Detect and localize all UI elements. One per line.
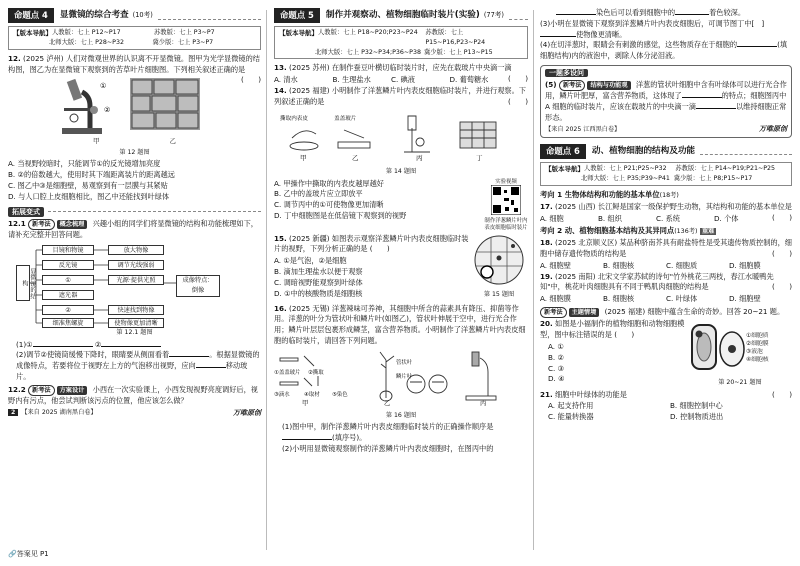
version-line: 冀少版：七上 P13~P15 [423,48,493,56]
q16-subs [274,422,528,454]
answer-paren: ( ) [772,249,792,259]
option-d[interactable]: D. ④ [548,374,565,384]
option-a[interactable]: A. 细胞 [540,213,564,223]
sub-question: 以维持细胞正常形态。 [545,101,787,122]
answer-blank[interactable] [540,36,576,37]
question-16 [274,304,528,347]
figure-caption: 第 12.1 题图 [116,329,153,337]
qr-title: 实验视频 [495,178,517,185]
direction-count: (136考) [674,228,698,236]
continued-text: 染色后可以看到细胞中的 [596,8,676,17]
version-line: 冀少版：七上 P3~P7 [152,39,214,47]
figure-labels [8,137,261,147]
label-yi: 乙 [169,137,176,146]
question-stem: (2025 北京顺义区) 某品种脐南芥具有耐盐特性是受其遗传物质控制的，细胞中储存遗传物质的结构是 [540,238,792,259]
version-line: 北师大版：七上 P32~P34;P36~P38 [315,48,421,56]
answer-paren: ( ) [369,244,390,254]
question-15 [274,234,528,302]
figure-20-wrap [688,319,792,389]
map-node: 使物像更加清晰 [108,318,164,328]
option-a[interactable]: A. 细胞膜 [540,294,571,304]
sub-question: 移动玻片。 [16,361,248,381]
question-number: 12.1 [8,219,26,229]
option-d[interactable]: D. 葡萄糖水 [449,75,489,85]
answer-blank[interactable] [33,346,93,347]
section-header-6 [540,144,792,159]
map-node: 反光镜 [42,260,94,270]
question-stem: (2025 福建) 小明制作了洋葱鳞片叶内表皮细胞临时装片，并进行观察。下列叙述正确的是 [274,85,526,106]
q12-1-subs: (1)① ② (2)调节②使镜筒缓慢下降时，眼睛要从侧面看着 。根据显微镜的成像特点，若要将位于视野左上方的气泡移出视野，应向 移动玻片。 [16,339,260,381]
new-method-tag: 新考法 [28,385,55,396]
label-step1: ①盖盖玻片 [274,369,301,376]
option-a[interactable]: A. 起支持作用 [548,401,594,411]
map-node: 调节光线强弱 [108,260,164,270]
answer-blank[interactable] [675,14,709,15]
direction-2 [540,226,792,237]
qr-code-icon[interactable] [491,185,521,215]
topic-tag: 结构与功能观 [587,81,630,90]
map-node: 光源·提供光照 [108,275,164,285]
label-yi: 乙 [352,154,359,163]
label-jia: 甲 [93,137,100,146]
question-number: 17. [540,201,553,211]
new-method-tag: 新考法 [540,307,567,318]
sub-question: (1)① [16,339,33,349]
map-node: 放大物像 [108,245,164,255]
sub-question: (3)小明在显微镜下观察到洋葱鳞片叶内表皮细胞后，可调节图丁中[ ] [540,18,765,28]
direction-title: 生物体结构和功能的基本单位 [564,189,660,199]
version-label: 【版本导航】 [279,29,318,37]
context-text: (2025 福建) 细胞中蕴含生命的奇妙。回答 20~21 题。 [604,307,785,317]
legend-item: ①细胞质 [746,333,769,340]
label-step2: ②撕取 [308,369,324,376]
version-line: 苏教版：七上 P14~P19;P21~P25 [675,164,776,172]
sub-question: (2)小明用显微镜观察制作的洋葱鳞片叶内表皮细胞时，在图丙中的 [282,443,494,453]
map-node: 细准焦螺旋 [42,318,94,328]
answer-paren: ( ) [772,282,792,292]
direction-title: 动、植物细胞基本结构及其异同点 [564,226,675,236]
answer-blank[interactable] [196,367,226,368]
answer-reference-text: 答案见 P1 [16,550,49,558]
label-t2: 盖盖玻片 [334,116,357,123]
question-stem: (2025 无锡) 洋葱辣味可养神，其细胞中所含的蒜素具有降压、抑菌等作用。洋葱的叶分为管状叶和鳞片叶(如图乙)，管状叶伸展于空中，进行光合作用；鳞片叶层层包裹形成鳞茎，富含营养物质。小明制作了洋葱鳞片叶内表皮细胞的临时装片，请回答下列问题。 [274,303,526,346]
q14-body [274,179,528,232]
map-node: 遮光器 [42,290,94,300]
option-c[interactable]: C. 叶绿体 [666,294,698,304]
legend-item: ③液泡 [746,349,763,356]
label-yi: 乙 [384,399,391,406]
question-number: 15. [274,233,287,243]
map-node: 目镜和物镜 [42,245,94,255]
source-text: 【来自 2025 江西黑白卷】 [545,126,621,134]
multi-question-box [540,65,792,138]
question-number: 12.2 [8,384,26,394]
label-ding: 丁 [476,154,483,163]
answer-paren: ( ) [772,212,792,222]
question-stem: (2025 泸州) 人们对微观世界的认识离不开显微镜。图甲为光学显微镜的结构图，图乙为在显微镜下观察到的苦草叶片细胞图。下列相关叙述正确的是 [8,53,260,74]
version-line: 北师大版：七上 P35;P39~P41 [581,175,670,183]
answer-blank[interactable] [101,346,161,347]
answer-paren: ( ) [508,96,528,106]
sub-question: (1)图中甲，制作洋葱鳞片叶内表皮细胞临时装片的正确操作顺序是 [282,421,494,431]
version-nav [540,162,792,186]
label-bing: 丙 [416,154,423,163]
option-d[interactable]: D. 控制物质进出 [670,412,724,422]
option-b[interactable]: B. ② [548,352,564,362]
question-21 [540,390,792,401]
option-b[interactable]: B. 乙中的盖玻片应立即放平 [274,189,363,199]
option-a[interactable]: A. 甲操作中撕取的内表皮越厚越好 [274,178,384,188]
label-t1: 撕取内表皮 [280,116,308,123]
figure-12 [8,78,241,136]
option-d[interactable]: D. 与人口腔上皮细胞相比，图乙中还能找到叶绿体 [8,191,170,201]
map-root-label: 显微镜的结构 [21,267,36,299]
topic-tag: 概念梳理 [57,220,88,229]
options-17 [540,214,772,225]
option-a[interactable]: A. 清水 [274,75,298,85]
option-b[interactable]: B. 细胞控制中心 [670,401,723,411]
new-method-tag: 新考法 [28,219,55,230]
topic-tag: 主题情境 [569,308,600,317]
option-d[interactable]: D. 细胞膜 [729,260,761,270]
cell-model-illustration [688,319,746,377]
question-number: 13. [274,63,287,73]
topic-tag: 方案设计 [57,386,88,395]
answer-blank[interactable] [682,97,722,98]
answer-blank[interactable] [282,439,332,440]
version-label: 【版本导航】 [13,29,52,37]
label-1: ① [99,82,106,91]
direction-label: 考向 1 [540,189,563,199]
version-line: 冀少版：七上 P8;P15~P17 [673,175,753,183]
options-19 [540,294,792,305]
brand-logo: 万唯原创 [759,125,787,134]
qr-block[interactable] [484,179,528,232]
figure-caption: 第 15 题图 [483,291,515,299]
question-number: 21. [540,389,553,399]
source-text: 【来自 2025 湖南黑白卷】 [21,409,97,417]
question-stem: (2025 南阳) 北宋文学家苏轼的诗句"竹外桃花三两枝，春江水暖鸭先知"中，桃花叶肉细胞具有不同于鸭肌肉细胞的结构是 [540,271,774,292]
map-node: 快速找到物像 [108,305,164,315]
label-step5: ⑤染色 [332,391,348,398]
options-18 [540,261,792,272]
label-step3: ③滴水 [274,391,290,398]
option-c[interactable]: C. 调暗视野能观察到叶绿体 [274,277,363,287]
version-line: 苏教版：七上 P15~P16,P23~P24 [425,29,486,46]
label-step4: ④取材 [304,391,320,398]
continued-text: 着色较深。 [709,8,746,17]
question-number: 20. [540,319,553,329]
label-bing: 丙 [480,399,487,406]
sub-question: 洋葱的管状叶细胞中含有叶绿体可以进行光合作用，鳞片叶肥厚，富含营养物质，这体现了 [545,79,787,101]
section-tag: 命题点 5 [274,8,320,23]
option-a[interactable]: A. 细胞壁 [540,260,571,270]
version-nav [274,26,528,59]
version-line: 人教版：七上 P12~P17 [52,29,121,36]
section-header-4 [8,8,261,23]
map-node: 成像特点：倒像 [176,275,220,297]
section-title: 动、植物细胞的结构及功能 [591,146,696,157]
option-d[interactable]: D. 细胞壁 [729,294,761,304]
version-label: 【版本导航】 [545,164,584,173]
figure-14 [274,108,524,162]
question-19 [540,272,792,294]
question-number: 12. [8,53,21,63]
question-stem: (2025 新疆) 如图表示观察洋葱鳞片叶内表皮细胞临时装片的视野，下列分析正确的是 [274,233,469,254]
options-12 [8,159,261,202]
answer-blank[interactable] [696,108,736,109]
sub-question: ② [94,339,102,349]
source-line [545,124,787,135]
column-3 [540,8,792,423]
option-c[interactable]: C. ③ [548,363,565,373]
legend-item: ④细胞核 [746,357,769,364]
expand-bar [8,207,261,218]
version-nav [8,26,261,50]
answer-reference [8,549,49,560]
cell-micrograph [130,78,200,130]
answer-blank[interactable] [556,14,596,15]
difficulty-badge: 重难 [702,228,715,236]
sub-question: (填细胞结构)内的液泡中，剥除人体分泌泪液。 [540,40,788,61]
option-c[interactable]: C. 碘液 [391,75,415,85]
question-number: 19. [540,271,553,281]
section-count: (10考) [132,10,153,19]
label-jia: 甲 [300,154,307,163]
answer-paren: ( ) [772,389,792,399]
map-blank-2[interactable]: ② [42,305,94,315]
question-number: 18. [540,238,553,248]
option-b[interactable]: B. 组织 [598,213,622,223]
question-stem: 小西在一次实验课上，小西发现视野亮度调好后，视野内有污点，他尝试判断该污点的位置，他应该怎么做？ [8,384,258,406]
column-2 [274,8,528,454]
answer-paren: ( ) [508,74,528,84]
sub-question: (填序号)。 [332,432,367,442]
option-c[interactable]: C. 系统 [656,213,680,223]
qr-caption: 制作洋葱鳞片叶内表皮细胞临时装片 [484,218,528,231]
direction-count: (18考) [659,191,679,199]
question-20 [540,319,792,389]
label-2: ② [103,106,110,115]
brand-logo: 万唯原创 [233,408,261,417]
version-line: 北师大版：七上 P28~P32 [49,39,124,47]
option-c[interactable]: C. 图乙中③是细胞壁，易观察到有一层膜与其紧贴 [8,181,168,191]
question-number: 14. [274,85,287,95]
page-number: 2 [8,409,18,416]
figure-15 [473,234,525,286]
direction-1 [540,190,792,201]
map-connectors [16,243,246,329]
options-21 [540,401,792,423]
option-a[interactable]: A. 当视野较暗时，只能调节①的反光镜增加亮度 [8,159,161,169]
question-number: (5) [545,79,557,89]
link-bar: 一题多设问 [545,69,588,77]
link-icon: 🔗 [8,550,17,558]
option-b[interactable]: B. ②的倍数越大，使用时其下端距离装片的距离越远 [8,170,175,180]
concept-map [16,243,261,327]
map-blank-1[interactable]: ① [42,275,94,285]
option-b[interactable]: B. 生理盐水 [332,75,371,85]
figure-15-wrap [470,234,528,302]
sub-question: (4)在切洋葱时，眼睛会有刺激的感觉，这些物质存在于细胞的 [540,40,738,50]
sub-question: 使物像更清晰。 [576,29,627,39]
sub-question: (2)调节②使镜筒缓慢下降时，眼睛要从侧面看着 [16,350,170,360]
figure-16 [274,348,524,406]
option-d[interactable]: D. ①中的核酸物质是细胞核 [274,288,363,298]
question-18 [540,238,792,260]
version-line: 人教版：七上 P18~P20;P23~P24 [318,29,418,36]
source-line [8,408,261,419]
question-stem: (2025 苏州) 在制作蚕豆叶横切临时装片时，应先在载玻片中央滴一滴 [289,63,512,73]
answer-blank[interactable] [169,356,209,357]
question-stem: (2025 山西) 长江鲟是国家一级保护野生动物，其结构和功能的基本单位是 [555,201,792,211]
question-14 [274,86,528,108]
section-title: 制作并观察动、植物细胞临时装片(实验) [325,10,480,21]
answer-paren: ( ) [614,330,635,340]
sub-question: 的特点；细胞图丙中 A 细胞的临时装片，应该在载玻片的中央滴一滴 [545,91,787,111]
option-c[interactable]: C. 能量转换器 [548,412,594,422]
question-stem: 兴趣小组的同学们将显微镜的结构和功能梳理如下，请补充完整并回答问题。 [8,219,258,240]
new-method-tag: 新考法 [559,80,586,91]
question-stem: 如图是小福制作的植物细胞和动物细胞模型，图中标注错误的是 [540,319,685,340]
option-d[interactable]: D. 个体 [714,213,739,223]
legend-item: ②细胞膜 [746,341,769,348]
answer-blank[interactable] [737,46,777,47]
question-number: 16. [274,303,287,313]
option-b[interactable]: B. 滴加生理盐水以便于观察 [274,266,363,276]
direction-label: 考向 2 [540,226,563,236]
section-header-5 [274,8,528,23]
option-b[interactable]: B. 细胞核 [603,260,635,270]
microscope-illustration [50,78,120,136]
section-tag: 命题点 6 [540,144,586,159]
option-a[interactable]: A. ① [548,341,564,351]
option-b[interactable]: B. 细胞核 [603,294,635,304]
figure-caption: 第 14 题图 [385,168,417,176]
option-c[interactable]: C. 细胞质 [666,260,698,270]
theme-context [540,307,792,318]
sub-question: 根据显微镜的成像特点，若要将位于视野左上方的气泡移出视野，应向 [16,350,260,371]
section-tag: 命题点 4 [8,8,54,23]
version-line: 人教版：七上 P21;P25~P32 [584,164,667,172]
question-12-2 [8,385,261,407]
section-title: 显微镜的综合考查 [59,10,129,21]
label-jia: 甲 [302,399,309,406]
options-14 [274,179,484,232]
question-stem: 细胞中叶绿体的功能是 [555,389,627,399]
section-count: (77考) [483,10,504,19]
question-12-1 [8,219,261,241]
figure-caption: 第 20~21 题图 [718,379,762,387]
question-12 [8,53,261,85]
column-1 [8,8,261,418]
answer-paren: ( ) [241,75,261,85]
options-13 [274,75,508,86]
figure-caption: 第 16 题图 [385,411,417,419]
label-tubular: 管状叶 [396,359,413,366]
figure-caption: 第 12 题图 [119,149,150,157]
option-d[interactable]: D. 丁中细胞图是在低倍镜下观察到的视野 [274,210,407,220]
option-c[interactable]: C. 调节丙中的①可使物像更加清晰 [274,200,384,210]
option-a[interactable]: A. ①是气泡，②是细胞 [274,256,347,266]
expand-label: 拓展变式 [8,207,44,218]
label-scale: 鳞片叶 [396,373,413,380]
version-line: 苏教版：七上 P3~P7 [154,29,215,36]
